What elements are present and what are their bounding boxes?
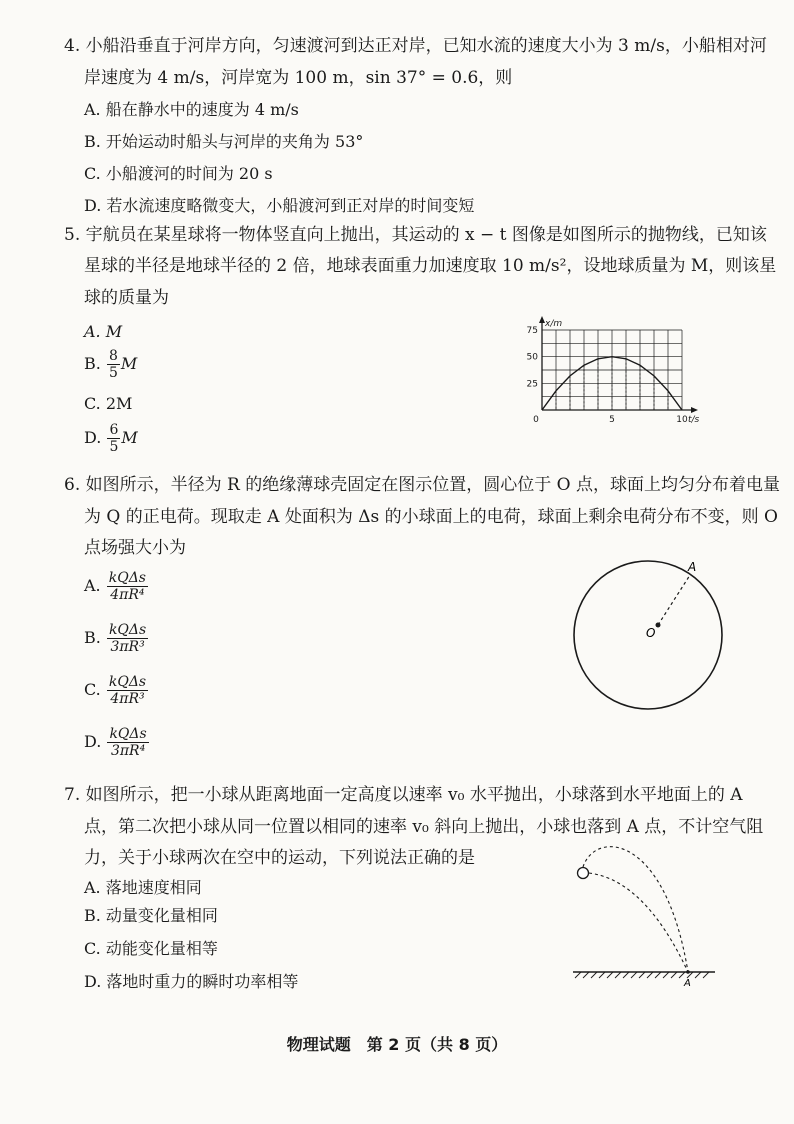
q4-stem-line1: 4. 小船沿垂直于河岸方向，匀速渡河到达正对岸，已知水流的速度大小为 3 m/s，小船相对河 [64, 36, 767, 56]
q5-option-d-num: 6 [109, 422, 119, 438]
x-axis-arrow [691, 407, 698, 413]
q5-option-b-label: B. [84, 354, 101, 373]
q7-option-d: D. 落地时重力的瞬时功率相等 [84, 972, 299, 991]
q5-option-b-den: 5 [108, 365, 118, 381]
label-a: A [684, 978, 691, 988]
q5-option-b-fraction [107, 348, 120, 381]
q6-option-b-den: 3πR³ [110, 639, 145, 655]
q5-option-d [84, 422, 138, 455]
oblique-throw-path [583, 847, 688, 972]
x-tick-label: 10 [676, 415, 688, 425]
q4-option-b: B. 开始运动时船头与河岸的夹角为 53° [84, 132, 364, 151]
page-footer: 物理试题 第 2 页（共 8 页） [286, 1035, 508, 1054]
q6-option-b-num: kQΔs [108, 622, 147, 638]
q5-stem-line3: 球的质量为 [84, 288, 169, 308]
label-a: A [688, 560, 697, 574]
landing-point-a [686, 970, 690, 974]
q4-stem-line2: 岸速度为 4 m/s，河岸宽为 100 m，sin 37° = 0.6，则 [84, 68, 513, 88]
q5-option-d-den: 5 [109, 439, 119, 455]
q7-option-b: B. 动量变化量相同 [84, 906, 218, 925]
radius-dashed-line [658, 575, 690, 625]
horizontal-throw-path [589, 873, 688, 972]
y-tick-label: 25 [526, 379, 538, 390]
q6-option-a-num: kQΔs [108, 570, 146, 586]
q5-option-d-label: D. [84, 428, 102, 447]
projectile-diagram [565, 838, 725, 988]
q7-stem-line3: 力，关于小球两次在空中的运动，下列说法正确的是 [84, 848, 475, 868]
q6-option-a [84, 570, 149, 603]
q6-stem-line3: 点场强大小为 [84, 538, 186, 558]
q5-option-b-unit: M [120, 354, 138, 373]
x-axis-label: t/s [688, 415, 700, 425]
y-tick-label: 50 [526, 352, 538, 363]
center-point-o [656, 623, 661, 628]
q5-stem-line1: 5. 宇航员在某星球将一物体竖直向上抛出，其运动的 x − t 图像是如图所示的抛物线，已知该 [64, 225, 767, 245]
q6-option-a-fraction [107, 570, 148, 603]
q6-option-c-label: C. [84, 680, 101, 699]
q5-stem-line2: 星球的半径是地球半径的 2 倍，地球表面重力加速度取 10 m/s²，设地球质量为 M，则该星 [84, 256, 777, 276]
q7-stem-line2: 点，第二次把小球从同一位置以相同的速率 v₀ 斜向上抛出，小球也落到 A 点，不计空气阻 [84, 817, 764, 837]
q6-option-a-den: 4πR⁴ [110, 587, 145, 603]
q6-option-a-label: A. [84, 576, 101, 595]
q5-option-b-num: 8 [108, 348, 118, 364]
q6-option-c-fraction [107, 674, 148, 707]
q4-option-a: A. 船在静水中的速度为 4 m/s [84, 100, 299, 119]
q6-option-c-num: kQΔs [108, 674, 147, 690]
q4-option-d: D. 若水流速度略微变大，小船渡河到正对岸的时间变短 [84, 196, 475, 215]
sphere-diagram [560, 555, 730, 720]
q6-option-c-den: 4πR³ [110, 691, 145, 707]
label-o: O [646, 626, 656, 640]
q5-option-b [84, 348, 137, 381]
q7-stem-line1: 7. 如图所示，把一小球从距离地面一定高度以速率 v₀ 水平抛出，小球落到水平地面上的 A [64, 785, 743, 805]
x-tick-label: 0 [533, 415, 539, 425]
q5-option-c: C. 2M [84, 394, 133, 413]
y-tick-label: 75 [526, 326, 538, 336]
q6-option-b-label: B. [84, 628, 101, 647]
q7-option-a: A. 落地速度相同 [84, 878, 202, 897]
x-tick-label: 5 [609, 415, 615, 425]
q4-option-c: C. 小船渡河的时间为 20 s [84, 164, 273, 183]
q6-option-b [84, 622, 149, 655]
y-axis-label: x/m [545, 319, 563, 329]
q6-option-d-label: D. [84, 732, 102, 751]
q6-option-c [84, 674, 149, 707]
q7-option-c: C. 动能变化量相等 [84, 939, 218, 958]
xt-chart [520, 305, 700, 430]
ball [578, 868, 589, 879]
q6-option-d-fraction [107, 726, 148, 759]
q6-option-d-num: kQΔs [109, 726, 147, 742]
q6-option-b-fraction [107, 622, 148, 655]
q6-stem-line1: 6. 如图所示，半径为 R 的绝缘薄球壳固定在图示位置，圆心位于 O 点，球面上均匀分布着电量 [64, 475, 780, 495]
q5-option-d-fraction [107, 422, 120, 455]
q5-option-a: A. M [84, 322, 123, 341]
q6-stem-line2: 为 Q 的正电荷。现取走 A 处面积为 Δs 的小球面上的电荷，球面上剩余电荷分布不变，则 O [84, 507, 778, 527]
q5-option-d-unit: M [121, 428, 138, 447]
q6-option-d [84, 726, 150, 759]
q6-option-d-den: 3πR⁴ [110, 743, 146, 759]
